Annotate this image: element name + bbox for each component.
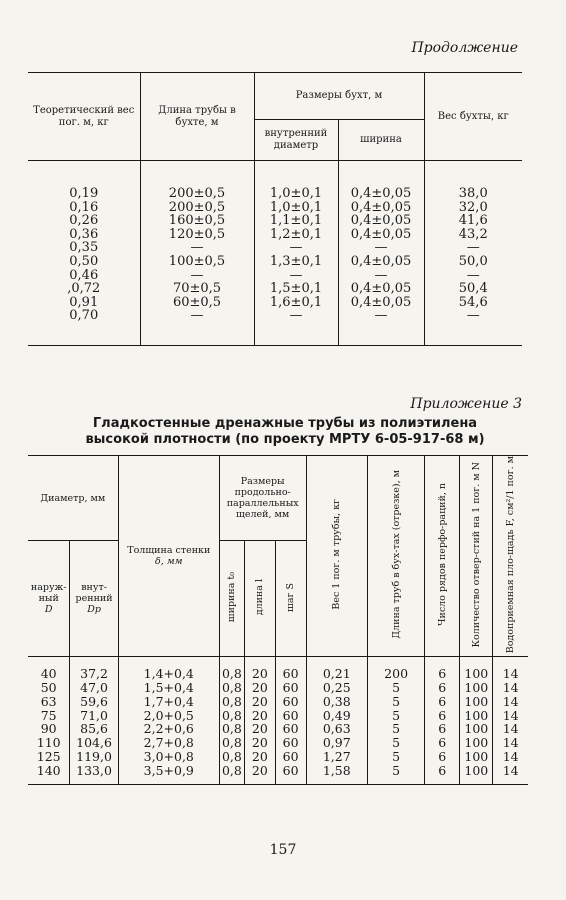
header-holes: Количество отвер-стий на 1 пог. м N — [470, 461, 482, 648]
table-cell: 0,36 — [69, 226, 99, 242]
table-row — [28, 764, 528, 784]
table-cell: — — [424, 309, 522, 345]
table-cell: 200±0,5 — [140, 201, 254, 215]
table-cell: 3,0+0,8 — [118, 750, 219, 764]
table-cell: 60±0,5 — [140, 296, 254, 310]
table-row — [28, 255, 522, 269]
table-cell: 0,4±0,05 — [338, 214, 424, 228]
header-rows-col — [425, 456, 460, 657]
table-cell: 0,70 — [69, 308, 99, 324]
header-width: ширина — [338, 120, 424, 161]
table-cell: 100 — [460, 722, 493, 736]
table-cell: 125 — [36, 749, 61, 765]
table-cell: 1,58 — [306, 764, 368, 784]
table-cell: 14 — [493, 750, 528, 764]
header-diameter: Диаметр, мм — [28, 456, 118, 541]
table-cell: — — [140, 309, 254, 345]
header-coil-sizes: Размеры бухт, м — [254, 73, 424, 120]
table-cell: 0,4±0,05 — [338, 255, 424, 269]
header-weight: Вес 1 пог. м трубы, кг — [331, 499, 343, 610]
table-cell: 0,25 — [306, 681, 368, 695]
appendix-label: Приложение 3 — [410, 396, 522, 412]
header-slot-length-col — [244, 541, 275, 657]
table-cell: 50,4 — [424, 282, 522, 296]
table-cell: 40 — [40, 666, 57, 682]
table-cell: 54,6 — [424, 296, 522, 310]
table-cell: 6 — [425, 657, 460, 681]
table-cell: 5 — [368, 736, 425, 750]
table-title: Гладкостенные дренажные трубы из полиэтилена высокой плотности (по проекту МРТУ 6-05-917-68 м) — [85, 416, 485, 447]
table-cell: 60 — [275, 695, 306, 709]
header-slots: Размеры продольно-параллельных щелей, мм — [219, 456, 306, 541]
table-cell: 50,0 — [424, 255, 522, 269]
table-cell: 43,2 — [424, 228, 522, 242]
table-cell: — — [254, 309, 338, 345]
table-cell: 0,97 — [306, 736, 368, 750]
header-coil-weight: Вес бухты, кг — [424, 73, 522, 161]
table-cell: 6 — [425, 736, 460, 750]
table-cell: 1,1±0,1 — [254, 214, 338, 228]
table-cell: 119,0 — [70, 750, 118, 764]
table-cell: 20 — [244, 709, 275, 723]
table-cell: 160±0,5 — [140, 214, 254, 228]
header-length: Длина труб в бух-тах (отрезке), м — [390, 470, 402, 639]
table-cell: 41,6 — [424, 214, 522, 228]
table-cell: ,0,72 — [67, 281, 101, 297]
table-cell: 59,6 — [70, 695, 118, 709]
table-cell: 1,4+0,4 — [118, 657, 219, 681]
table-cell: 0,4±0,05 — [338, 282, 424, 296]
table-cell: 60 — [275, 736, 306, 750]
header-outer-text: наруж-ный — [30, 582, 67, 605]
table-cell: 0,26 — [69, 213, 99, 229]
table-cell: 0,4±0,05 — [338, 161, 424, 201]
table-cell: 0,8 — [219, 709, 244, 723]
table-cell: 100 — [460, 681, 493, 695]
table-cell: 71,0 — [70, 709, 118, 723]
table-row — [28, 309, 522, 345]
header-slot-length: длина l — [254, 579, 266, 616]
table-cell: 200±0,5 — [140, 161, 254, 201]
table-cell: 0,16 — [69, 199, 99, 215]
table-cell: 0,50 — [69, 253, 99, 269]
table-cell: 20 — [244, 695, 275, 709]
table-row — [28, 736, 528, 750]
table-cell: — — [254, 241, 338, 255]
table-cell: 5 — [368, 709, 425, 723]
table-cell: 0,49 — [306, 709, 368, 723]
table-cell: 0,19 — [69, 186, 99, 201]
table-cell: 90 — [40, 721, 57, 737]
table-cell: 6 — [425, 681, 460, 695]
table-cell: 104,6 — [70, 736, 118, 750]
header-wall — [118, 456, 219, 657]
table-cell: 50 — [40, 680, 57, 696]
table-cell: 0,4±0,05 — [338, 296, 424, 310]
table-row — [28, 750, 528, 764]
table-cell: 0,38 — [306, 695, 368, 709]
coil-table-body — [28, 161, 522, 346]
table-cell: 0,46 — [69, 267, 99, 283]
table-cell: 14 — [493, 722, 528, 736]
header-holes-col — [460, 456, 493, 657]
table-cell: 5 — [368, 764, 425, 784]
table-cell: 100±0,5 — [140, 255, 254, 269]
header-weight: Теоретический вес пог. м, кг — [33, 104, 135, 128]
table-cell: 20 — [244, 722, 275, 736]
table-cell: 32,0 — [424, 201, 522, 215]
table-cell: — — [254, 269, 338, 283]
header-length: Длина трубы в бухте, м — [140, 73, 254, 161]
table-cell: 0,8 — [219, 736, 244, 750]
table-cell: 6 — [425, 722, 460, 736]
table-cell: 1,5±0,1 — [254, 282, 338, 296]
table-cell: 110 — [36, 735, 61, 751]
table-cell: 0,8 — [219, 657, 244, 681]
header-rows: Число рядов перфо-раций, n — [436, 483, 448, 627]
table-cell: 200 — [368, 657, 425, 681]
continuation-label: Продолжение — [411, 40, 518, 56]
table-cell: 100 — [460, 709, 493, 723]
table-cell: 0,8 — [219, 681, 244, 695]
table-cell: 0,21 — [306, 657, 368, 681]
header-inner — [70, 541, 118, 657]
table-cell: 20 — [244, 681, 275, 695]
table-row — [28, 709, 528, 723]
table-row — [28, 214, 522, 228]
table-cell: 1,3±0,1 — [254, 255, 338, 269]
table-cell: 5 — [368, 681, 425, 695]
table-cell: 6 — [425, 709, 460, 723]
table-cell: 14 — [493, 695, 528, 709]
table-cell: 2,0+0,5 — [118, 709, 219, 723]
table-cell: — — [338, 269, 424, 283]
header-weight-col — [306, 456, 368, 657]
table-row — [28, 681, 528, 695]
table-cell: 0,4±0,05 — [338, 201, 424, 215]
table-cell: — — [424, 241, 522, 255]
table-cell: — — [140, 241, 254, 255]
table-cell: 0,8 — [219, 722, 244, 736]
table-cell: 0,8 — [219, 750, 244, 764]
table-cell: 5 — [368, 695, 425, 709]
header-area: Водоприемная пло-щадь F, см²/1 пог. м — [505, 456, 517, 654]
table-cell: — — [424, 269, 522, 283]
table-cell: 0,91 — [69, 294, 99, 310]
table-row — [28, 695, 528, 709]
table-cell: 20 — [244, 750, 275, 764]
coil-table — [28, 72, 522, 346]
table-cell: 120±0,5 — [140, 228, 254, 242]
table-row — [28, 269, 522, 283]
table-cell: 5 — [368, 750, 425, 764]
header-slot-width-col — [219, 541, 244, 657]
table-row — [28, 657, 528, 681]
table-row — [28, 722, 528, 736]
pipe-table-body — [28, 657, 528, 784]
table-cell: 60 — [275, 657, 306, 681]
table-cell: 1,27 — [306, 750, 368, 764]
table-cell: 0,8 — [219, 695, 244, 709]
header-slot-step: шаг S — [285, 582, 297, 612]
table-cell: 1,6±0,1 — [254, 296, 338, 310]
table-cell: 60 — [275, 722, 306, 736]
table-cell: 60 — [275, 750, 306, 764]
header-length-col — [368, 456, 425, 657]
table-cell: 133,0 — [70, 764, 118, 784]
table-cell: — — [140, 269, 254, 283]
table-row — [28, 201, 522, 215]
table-cell: 38,0 — [424, 161, 522, 201]
page-number: 157 — [269, 842, 297, 858]
table-cell: 3,5+0,9 — [118, 764, 219, 784]
table-cell: 0,8 — [219, 764, 244, 784]
table-cell: 2,7+0,8 — [118, 736, 219, 750]
table-row — [28, 296, 522, 310]
table-cell: 1,7+0,4 — [118, 695, 219, 709]
table-cell: 100 — [460, 764, 493, 784]
header-inner-sym: Dр — [87, 604, 101, 616]
header-area-col — [493, 456, 528, 657]
table-cell: 75 — [40, 707, 57, 723]
table-cell: 5 — [368, 722, 425, 736]
header-outer-sym: D — [44, 604, 53, 616]
table-cell: 100 — [460, 695, 493, 709]
header-slot-step-col — [275, 541, 306, 657]
table-cell: 1,5+0,4 — [118, 681, 219, 695]
table-cell: 63 — [40, 693, 57, 709]
table-cell: 20 — [244, 764, 275, 784]
table-cell: 100 — [460, 750, 493, 764]
table-cell: 70±0,5 — [140, 282, 254, 296]
header-wall-text: Толщина стенки — [127, 545, 211, 557]
header-inner-diameter: внутренний диаметр — [254, 120, 338, 161]
header-outer — [28, 541, 70, 657]
table-cell: 0,63 — [306, 722, 368, 736]
table-row — [28, 282, 522, 296]
table-cell: 60 — [275, 764, 306, 784]
table-cell: 1,0±0,1 — [254, 161, 338, 201]
table-cell: 6 — [425, 750, 460, 764]
header-inner-text: внут-ренний — [75, 582, 113, 605]
table-cell: 47,0 — [70, 681, 118, 695]
table-cell: 100 — [460, 657, 493, 681]
table-cell: 0,35 — [69, 240, 99, 256]
table-cell: 1,2±0,1 — [254, 228, 338, 242]
table-row — [28, 161, 522, 201]
table-cell: 6 — [425, 764, 460, 784]
table-cell: 14 — [493, 681, 528, 695]
pipe-table — [28, 455, 528, 785]
table-cell: 14 — [493, 764, 528, 784]
table-cell: 1,0±0,1 — [254, 201, 338, 215]
header-slot-width: ширина t₀ — [226, 572, 238, 623]
table-cell: — — [338, 241, 424, 255]
table-cell: 100 — [460, 736, 493, 750]
table-row — [28, 228, 522, 242]
table-cell: 60 — [275, 681, 306, 695]
table-cell: 20 — [244, 736, 275, 750]
header-wall-sym: δ, мм — [155, 556, 183, 568]
table-cell: 2,2+0,6 — [118, 722, 219, 736]
table-cell: 14 — [493, 657, 528, 681]
table-cell: 85,6 — [70, 722, 118, 736]
table-cell: 37,2 — [70, 657, 118, 681]
table-cell: 140 — [36, 762, 61, 778]
table-cell: 6 — [425, 695, 460, 709]
table-cell: 60 — [275, 709, 306, 723]
table-cell: 0,4±0,05 — [338, 228, 424, 242]
table-cell: — — [338, 309, 424, 345]
table-row — [28, 241, 522, 255]
table-cell: 20 — [244, 657, 275, 681]
table-cell: 14 — [493, 736, 528, 750]
table-cell: 14 — [493, 709, 528, 723]
